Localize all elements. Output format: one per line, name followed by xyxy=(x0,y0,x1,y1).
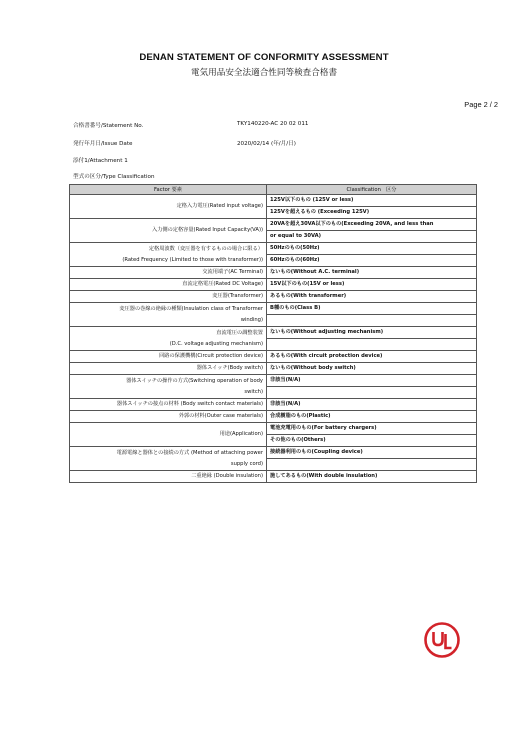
classification-cell: 電池充電用のもの(For battery chargers) xyxy=(267,423,477,435)
factor-cell xyxy=(70,279,267,291)
table-row xyxy=(70,399,477,411)
factor-text: 変圧器の巻線の絶縁の種類(Insulation class of Transformer xyxy=(119,305,263,312)
issue-date-value: 2020/02/14 (年/月/日) xyxy=(237,141,296,147)
type-classification-label: 型式の区分/Type Classification xyxy=(73,174,155,180)
factor-text: 変圧器(Transformer) xyxy=(212,293,263,299)
classification-cell: 非該当(N/A) xyxy=(267,399,477,411)
table-row xyxy=(70,471,477,483)
table-row xyxy=(70,411,477,423)
factor-cell xyxy=(70,399,267,411)
classification-cell: ないもの(Without adjusting mechanism) xyxy=(267,327,477,339)
factor-text-continued: switch) xyxy=(244,388,263,395)
classification-cell: 125V以下のもの (125V or less) xyxy=(267,195,477,207)
document-title-en: DENAN STATEMENT OF CONFORMITY ASSESSMENT xyxy=(139,52,389,63)
factor-cell xyxy=(70,243,267,267)
factor-text-continued: (D.C. voltage adjusting mechanism) xyxy=(169,340,263,347)
classification-cell: あるもの(With circuit protection device) xyxy=(267,351,477,363)
factor-cell xyxy=(70,291,267,303)
statement-value: TKY140220-AC 20 02 011 xyxy=(237,121,309,127)
table-row xyxy=(70,447,477,459)
issue-date-label: 発行年月日/Issue Date xyxy=(73,141,133,147)
page-number: Page 2 / 2 xyxy=(464,100,498,109)
table-row xyxy=(70,195,477,207)
factor-text: 器体スイッチ(Body switch) xyxy=(196,365,263,371)
factor-cell xyxy=(70,219,267,243)
factor-text: 定格周波数（変圧器を有するものの場合に限る） xyxy=(148,245,263,252)
factor-cell xyxy=(70,303,267,327)
ul-mark-icon xyxy=(423,621,461,659)
factor-header: Factor 要素 xyxy=(70,185,267,195)
classification-cell: 接続器利用のもの(Coupling device) xyxy=(267,447,477,459)
factor-text: 二重絶縁 (Double insulation) xyxy=(191,473,263,479)
table-row xyxy=(70,279,477,291)
table-row xyxy=(70,327,477,339)
factor-text-continued: supply cord) xyxy=(230,460,263,467)
classification-cell: ないもの(Without A.C. terminal) xyxy=(267,267,477,279)
classification-cell: 60Hzのもの(60Hz) xyxy=(267,255,477,267)
classification-cell: 15V以下のもの(15V or less) xyxy=(267,279,477,291)
classification-cell: その他のもの(Others) xyxy=(267,435,477,447)
factor-cell xyxy=(70,351,267,363)
factor-text: 外郭の材料(Outer case materials) xyxy=(178,413,263,419)
factor-text-continued: (Rated Frequency (Limited to those with transformer)) xyxy=(122,256,263,263)
factor-text: 定格入力電圧(Rated input voltage) xyxy=(176,203,263,209)
factor-text-continued: winding) xyxy=(240,316,263,323)
table-row xyxy=(70,423,477,435)
classification-header: Classification 区分 xyxy=(267,185,477,195)
factor-cell xyxy=(70,363,267,375)
classification-cell: あるもの(With transformer) xyxy=(267,291,477,303)
attachment-label: 添付1/Attachment 1 xyxy=(73,158,128,164)
factor-cell xyxy=(70,411,267,423)
classification-cell: 125Vを超えるもの (Exceeding 125V) xyxy=(267,207,477,219)
classification-cell: 非該当(N/A) xyxy=(267,375,477,387)
factor-text: 入力側の定格容量(Rated Input Capacity(VA)) xyxy=(152,227,263,233)
classification-cell xyxy=(267,387,477,399)
factor-cell xyxy=(70,375,267,399)
table-row xyxy=(70,219,477,231)
classification-cell: B種のもの(Class B) xyxy=(267,303,477,315)
classification-table xyxy=(69,184,477,483)
document-title-ja: 電気用品安全法適合性同等検査合格書 xyxy=(190,68,338,78)
factor-cell xyxy=(70,447,267,471)
classification-cell: 20VAを超え30VA以下のもの(Exceeding 20VA, and less than xyxy=(267,219,477,231)
table-row xyxy=(70,267,477,279)
factor-cell xyxy=(70,267,267,279)
factor-text: 回路の保護機構(Circuit protection device) xyxy=(159,353,263,359)
factor-text: 直流定格電圧(Rated DC Voltage) xyxy=(182,281,263,287)
factor-text: 電源電線と器体との接続の方式 (Method of attaching power xyxy=(116,449,263,456)
classification-cell: 合成樹脂のもの(Plastic) xyxy=(267,411,477,423)
factor-cell xyxy=(70,327,267,351)
table-row xyxy=(70,375,477,387)
table-row xyxy=(70,363,477,375)
classification-cell: ないもの(Without body switch) xyxy=(267,363,477,375)
factor-text: 用途(Application) xyxy=(219,431,263,437)
classification-cell: 50Hzのもの(50Hz) xyxy=(267,243,477,255)
statement-label: 合格書番号/Statement No. xyxy=(73,123,144,129)
table-row xyxy=(70,351,477,363)
factor-text: 器体スイッチの接点の材料 (Body switch contact materials) xyxy=(116,401,263,407)
table-row xyxy=(70,243,477,255)
classification-cell: 施してあるもの(With double insulation) xyxy=(267,471,477,483)
factor-cell xyxy=(70,423,267,447)
classification-cell: or equal to 30VA) xyxy=(267,231,477,243)
classification-cell xyxy=(267,459,477,471)
classification-cell xyxy=(267,339,477,351)
factor-text: 交流用端子(AC Terminal) xyxy=(202,269,263,275)
classification-cell xyxy=(267,315,477,327)
factor-text: 器体スイッチの操作の方式(Switching operation of body xyxy=(126,377,263,384)
table-row xyxy=(70,291,477,303)
table-row xyxy=(70,303,477,315)
factor-cell xyxy=(70,195,267,219)
factor-cell xyxy=(70,471,267,483)
factor-text: 直流電圧の調整装置 xyxy=(216,329,263,336)
